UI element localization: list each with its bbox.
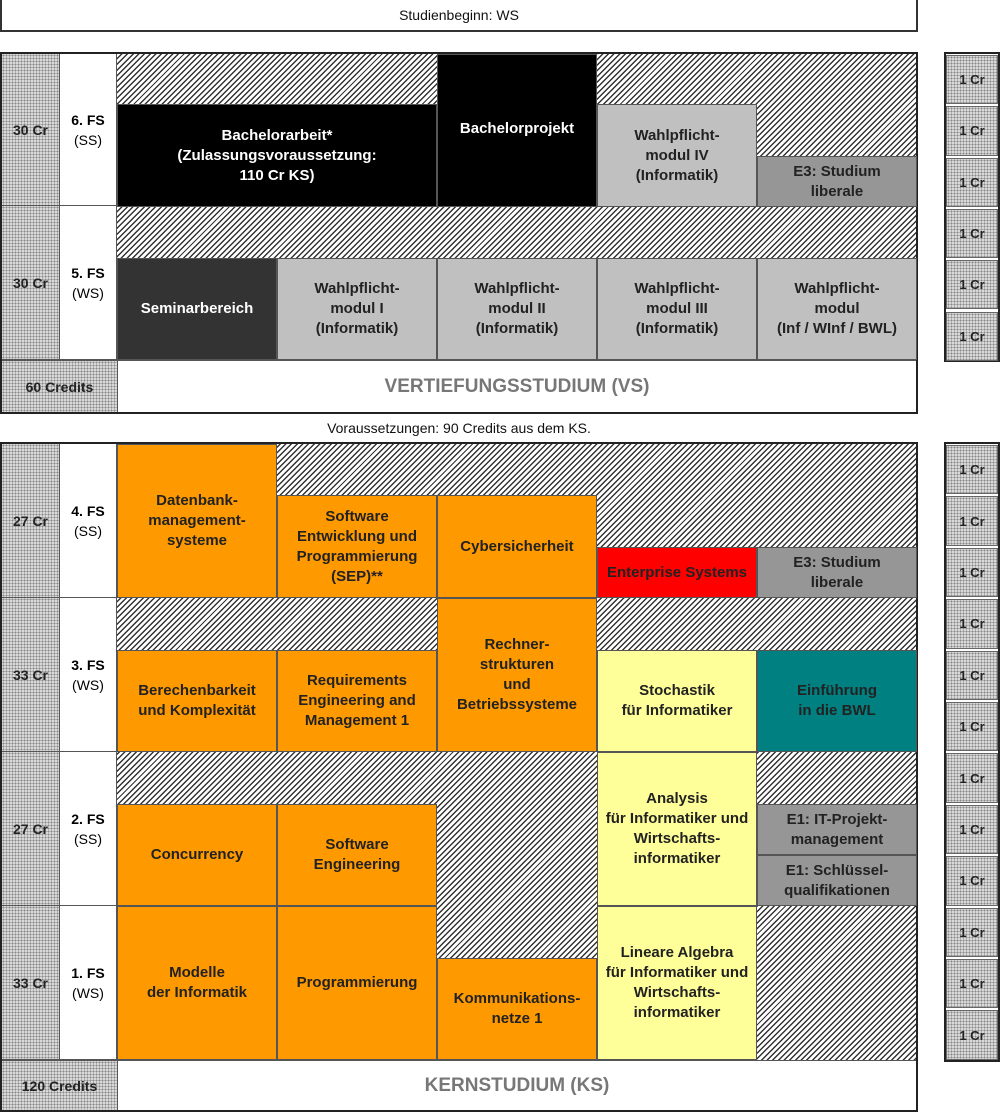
semester-credits-1: 33 Cr [2,906,59,1060]
credit-unit-box: 1 Cr [946,496,998,545]
credit-unit-box: 1 Cr [946,1010,998,1059]
semester-label-3 [59,598,117,752]
semester-number: 5. FS [71,264,105,281]
semester-label-4 [59,444,117,598]
credit-unit-box: 1 Cr [946,959,998,1008]
module-datenbankmanagementsysteme: Datenbank- management- systeme [117,444,277,598]
module-cybersicherheit: Cybersicherheit [437,495,597,598]
credit-unit-box: 1 Cr [946,805,998,854]
semester-term: (SS) [74,522,102,539]
semester-term: (SS) [74,131,102,148]
module-einfuehrung-bwl: Einführung in die BWL [757,650,917,752]
credit-unit-box: 1 Cr [946,158,998,207]
module-rechnerstrukturen: Rechner- strukturen und Betriebssysteme [437,598,597,752]
module-analysis: Analysis für Informatiker und Wirtschafts- informatiker [597,752,757,906]
credit-unit-box: 1 Cr [946,753,998,802]
semester-number: 6. FS [71,111,105,128]
module-programmierung: Programmierung [277,906,437,1060]
semester-number: 3. FS [71,656,105,673]
semester-number: 1. FS [71,964,105,981]
module-bachelorarbeit: Bachelorarbeit* (Zulassungsvoraussetzung: 110 Cr KS) [117,104,437,207]
module-requirements-engineering: Requirements Engineering and Management 1 [277,650,437,752]
semester-label-2 [59,752,117,906]
semester-term: (WS) [72,984,104,1001]
module-wahlpflicht-iv: Wahlpflicht- modul IV (Informatik) [597,104,757,207]
module-concurrency: Concurrency [117,804,277,906]
module-e1-schluesselqualifikationen: E1: Schlüssel- qualifikationen [757,855,917,906]
study-start-note: Studienbeginn: WS [0,0,918,32]
credit-unit-box: 1 Cr [946,209,998,258]
credit-unit-box: 1 Cr [946,651,998,700]
credit-unit-box: 1 Cr [946,106,998,155]
semester-credits-2: 27 Cr [2,752,59,906]
module-berechenbarkeit: Berechenbarkeit und Komplexität [117,650,277,752]
module-e3-studium-liberale-ks: E3: Studium liberale [757,547,917,598]
module-wahlpflicht-iii: Wahlpflicht- modul III (Informatik) [597,258,757,360]
module-stochastik: Stochastik für Informatiker [597,650,757,752]
semester-number: 4. FS [71,502,105,519]
credit-unit-box: 1 Cr [946,702,998,751]
module-software-engineering: Software Engineering [277,804,437,906]
credit-unit-box: 1 Cr [946,548,998,597]
semester-label-5 [59,206,117,360]
semester-number: 2. FS [71,810,105,827]
semester-term: (WS) [72,284,104,301]
semester-label-1 [59,906,117,1060]
module-wahlpflicht-ii: Wahlpflicht- modul II (Informatik) [437,258,597,360]
semester-term: (SS) [74,830,102,847]
module-sep: Software Entwicklung und Programmierung (SEP)** [277,495,437,598]
module-e3-studium-liberale-vs: E3: Studium liberale [757,156,917,207]
module-modelle-der-informatik: Modelle der Informatik [117,906,277,1060]
semester-credits-5: 30 Cr [2,206,59,360]
module-kommunikationsnetze: Kommunikations- netze 1 [437,958,597,1060]
vs-total-credits: 60 Credits [2,360,117,412]
ks-total-credits: 120 Credits [2,1060,117,1110]
credit-unit-box: 1 Cr [946,55,998,104]
credit-unit-box: 1 Cr [946,445,998,494]
semester-term: (WS) [72,676,104,693]
module-wahlpflicht-inf-winf-bwl: Wahlpflicht- modul (Inf / WInf / BWL) [757,258,917,360]
credit-unit-box: 1 Cr [946,908,998,957]
module-enterprise-systems: Enterprise Systems [597,547,757,598]
semester-credits-3: 33 Cr [2,598,59,752]
semester-credits-6: 30 Cr [2,54,59,206]
semester-label-6 [59,54,117,206]
module-lineare-algebra: Lineare Algebra für Informatiker und Wirtschafts- informatiker [597,906,757,1060]
prerequisite-note: Voraussetzungen: 90 Credits aus dem KS. [327,420,591,436]
semester-credits-4: 27 Cr [2,444,59,598]
module-e1-it-projektmanagement: E1: IT-Projekt- management [757,804,917,855]
module-wahlpflicht-i: Wahlpflicht- modul I (Informatik) [277,258,437,360]
credit-unit-box: 1 Cr [946,856,998,905]
credit-unit-box: 1 Cr [946,312,998,361]
module-seminarbereich: Seminarbereich [117,258,277,360]
credit-unit-box: 1 Cr [946,599,998,648]
module-bachelorprojekt: Bachelorprojekt [437,54,597,207]
vs-section-label: VERTIEFUNGSSTUDIUM (VS) [117,360,916,412]
ks-section-label: KERNSTUDIUM (KS) [117,1060,916,1110]
credit-unit-box: 1 Cr [946,260,998,309]
